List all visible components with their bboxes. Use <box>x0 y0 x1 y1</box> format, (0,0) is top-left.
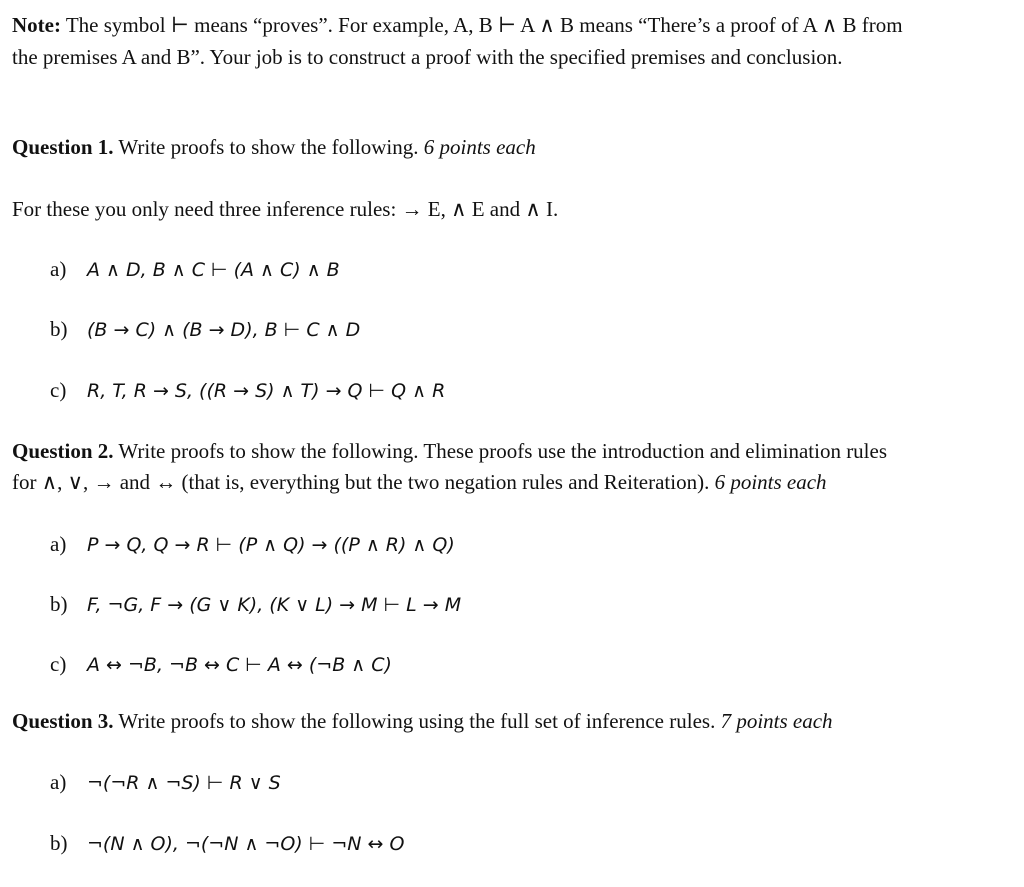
item-formula: A ∧ D, B ∧ C ⊢ (A ∧ C) ∧ B <box>87 259 340 281</box>
question-1-text: Write proofs to show the following. <box>113 135 424 159</box>
question-2-points: 6 points each <box>714 470 827 494</box>
question-3-heading <box>12 708 833 734</box>
question-2-item-a <box>50 531 455 558</box>
question-2-item-b <box>50 591 461 618</box>
item-label: b) <box>50 592 68 616</box>
question-3-points: 7 points each <box>720 709 833 733</box>
item-formula: ¬(¬R ∧ ¬S) ⊢ R ∨ S <box>87 772 281 794</box>
item-label: b) <box>50 317 68 341</box>
item-label: a) <box>50 770 67 794</box>
item-formula: ¬(N ∧ O), ¬(¬N ∧ ¬O) ⊢ ¬N ↔ O <box>87 833 405 855</box>
item-formula: (B → C) ∧ (B → D), B ⊢ C ∧ D <box>87 319 361 341</box>
item-label: a) <box>50 257 67 281</box>
item-formula: A ↔ ¬B, ¬B ↔ C ⊢ A ↔ (¬B ∧ C) <box>87 654 392 676</box>
question-3-text: Write proofs to show the following using the full set of inference rules. <box>113 709 721 733</box>
item-label: c) <box>50 652 67 676</box>
question-2-item-c <box>50 651 392 678</box>
note-line-2 <box>12 44 843 70</box>
question-1-item-c <box>50 377 445 404</box>
item-label: b) <box>50 831 68 855</box>
note-line-1 <box>12 12 903 38</box>
question-2-text-1: Write proofs to show the following. These proofs use the introduction and elimination rules <box>113 439 888 463</box>
question-2-label: Question 2. <box>12 439 114 463</box>
question-1-intro-text: For these you only need three inference rules: → E, ∧ E and ∧ I. <box>12 197 559 221</box>
question-1-item-b <box>50 316 360 343</box>
question-2-heading-line-1 <box>12 438 887 464</box>
question-3-item-a <box>50 769 281 796</box>
question-3-item-b <box>50 830 404 857</box>
item-formula: R, T, R → S, ((R → S) ∧ T) → Q ⊢ Q ∧ R <box>87 380 446 402</box>
question-2-text-2: for ∧, ∨, → and ↔ (that is, everything but the two negation rules and Reiteration). <box>12 470 715 494</box>
item-formula: P → Q, Q → R ⊢ (P ∧ Q) → ((P ∧ R) ∧ Q) <box>87 534 455 556</box>
note-text-2: the premises A and B”. Your job is to construct a proof with the specified premises and conclusion. <box>12 45 843 69</box>
question-1-item-a <box>50 256 340 283</box>
question-3-label: Question 3. <box>12 709 114 733</box>
item-formula: F, ¬G, F → (G ∨ K), (K ∨ L) → M ⊢ L → M <box>87 594 462 616</box>
question-1-points: 6 points each <box>423 135 536 159</box>
question-1-intro <box>12 196 558 222</box>
question-1-label: Question 1. <box>12 135 114 159</box>
note-label: Note: <box>12 13 61 37</box>
item-label: c) <box>50 378 67 402</box>
question-1-heading <box>12 134 536 160</box>
question-2-heading-line-2 <box>12 469 827 495</box>
note-text-1: The symbol ⊢ means “proves”. For example, A, B ⊢ A ∧ B means “There’s a proof of A ∧ B from <box>60 13 903 37</box>
item-label: a) <box>50 532 67 556</box>
